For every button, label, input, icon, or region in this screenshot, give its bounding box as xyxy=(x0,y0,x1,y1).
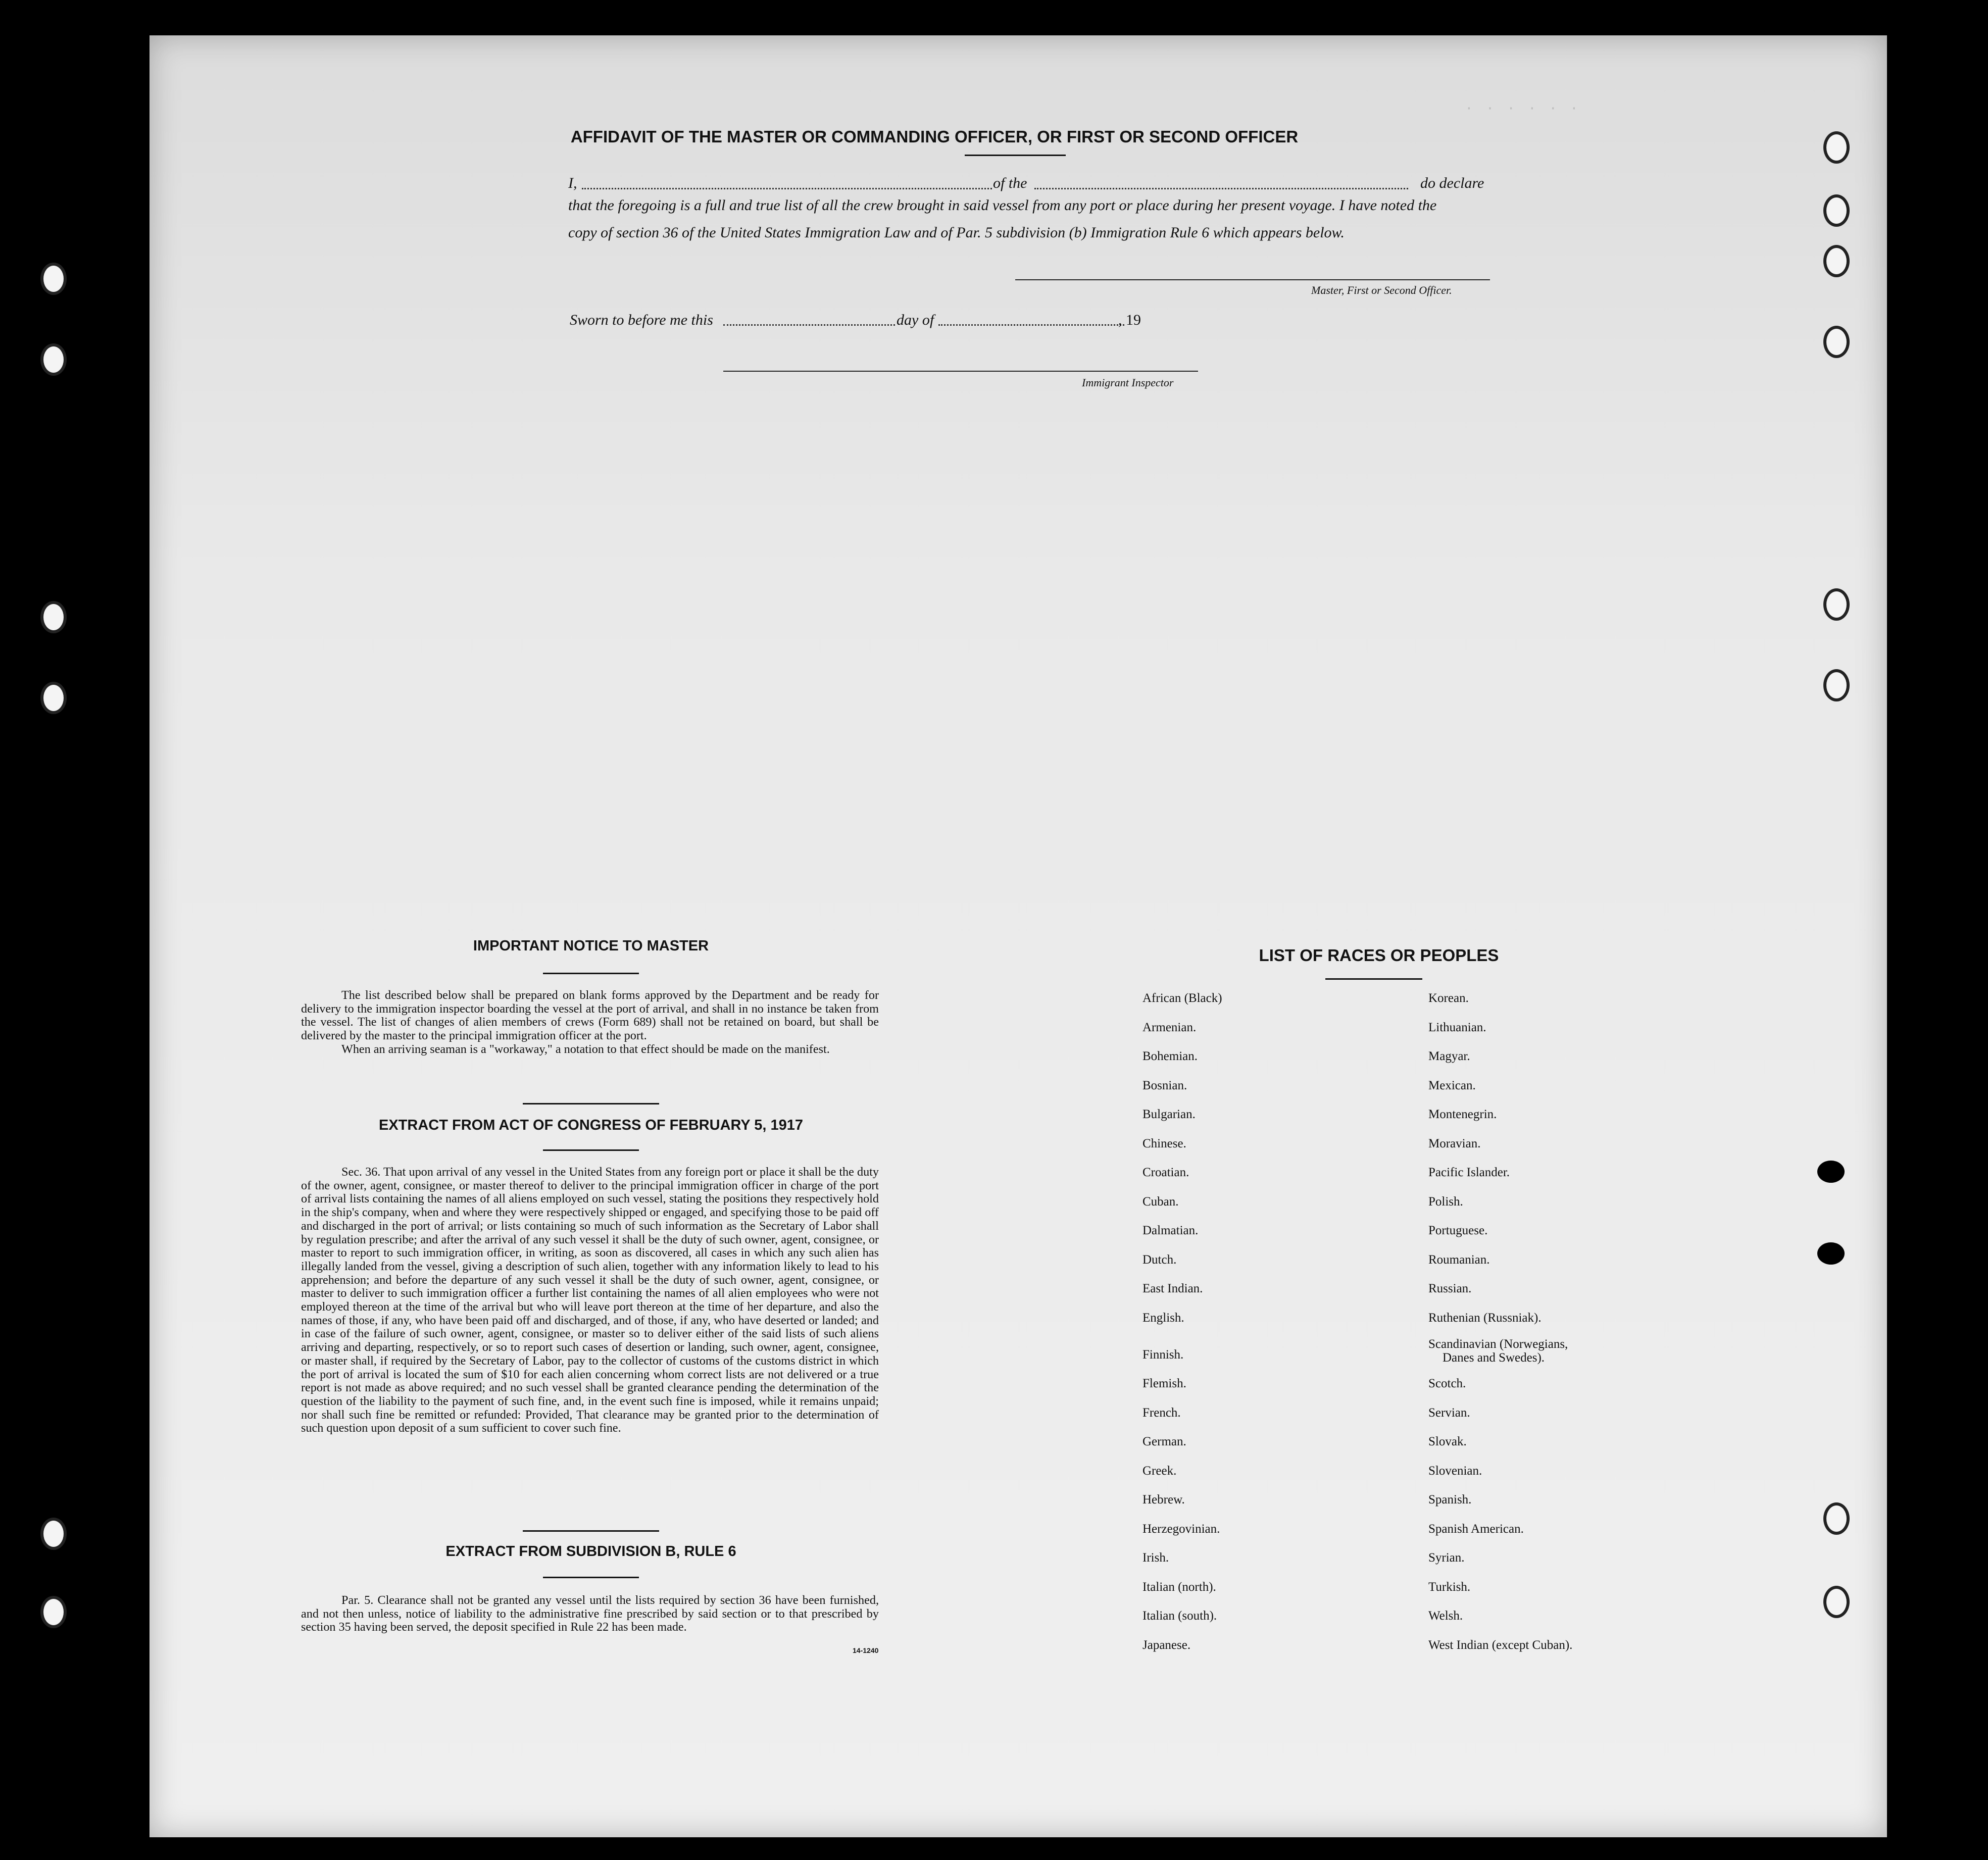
master-signature-line[interactable] xyxy=(1015,279,1490,280)
title-rule xyxy=(965,155,1066,156)
notice-title-rule xyxy=(543,973,639,974)
race-item: English. xyxy=(1142,1311,1184,1325)
act-extract-text xyxy=(301,1166,879,1435)
act-title-rule xyxy=(543,1149,639,1151)
ink-blot xyxy=(1817,1242,1845,1265)
race-item: Russian. xyxy=(1428,1282,1472,1295)
binder-hole xyxy=(1823,588,1850,621)
race-item: Moravian. xyxy=(1428,1137,1481,1150)
notice-text xyxy=(301,989,879,1057)
binder-hole xyxy=(1823,669,1850,701)
binder-hole xyxy=(1823,1502,1850,1535)
inspector-caption: Immigrant Inspector xyxy=(1082,376,1174,389)
binder-hole xyxy=(1823,245,1850,277)
affidavit-line-3: copy of section 36 of the United States Immigration Law and of Par. 5 subdivision (b) Immigration Rule 6 which appears below. xyxy=(568,224,1345,241)
sworn-label: Sworn to before me this xyxy=(570,312,713,328)
race-item: Scandinavian (Norwegians, xyxy=(1428,1337,1568,1351)
affidavit-title: AFFIDAVIT OF THE MASTER OR COMMANDING OFFICER, OR FIRST OR SECOND OFFICER xyxy=(570,127,1299,146)
race-item: Hebrew. xyxy=(1142,1493,1185,1506)
rule-extract-text xyxy=(301,1594,879,1634)
of-the-label: of the xyxy=(993,175,1027,191)
race-item: Bohemian. xyxy=(1142,1049,1198,1063)
race-item: Lithuanian. xyxy=(1428,1021,1486,1034)
race-item: Greek. xyxy=(1142,1464,1177,1478)
race-item: Herzegovinian. xyxy=(1142,1522,1220,1536)
race-item: Pacific Islander. xyxy=(1428,1166,1510,1179)
race-item: Roumanian. xyxy=(1428,1253,1490,1267)
binder-hole xyxy=(1823,194,1850,227)
race-item: Polish. xyxy=(1428,1195,1463,1209)
binder-hole xyxy=(40,263,67,295)
binder-hole xyxy=(40,1596,67,1628)
race-item: Welsh. xyxy=(1428,1609,1463,1623)
race-item: Bulgarian. xyxy=(1142,1108,1196,1121)
race-item: Japanese. xyxy=(1142,1638,1191,1652)
form-number: 14-1240 xyxy=(853,1646,879,1654)
race-item: Croatian. xyxy=(1142,1166,1189,1179)
race-item: Mexican. xyxy=(1428,1079,1476,1092)
binder-hole xyxy=(1823,131,1850,164)
notice-title: IMPORTANT NOTICE TO MASTER xyxy=(473,938,709,954)
race-item: Italian (north). xyxy=(1142,1580,1216,1594)
par-5-text: Par. 5. Clearance shall not be granted any vessel until the lists required by section 36 have been furnished, and not then unless, notice of liability to the administrative fine prescribed by said section or to that prescribed by section 35 having been served, the deposit specified in Rule 22 has been made. xyxy=(301,1593,879,1634)
binder-hole xyxy=(40,682,67,714)
race-item: Flemish. xyxy=(1142,1377,1186,1390)
section-divider xyxy=(523,1530,659,1532)
race-item: Spanish. xyxy=(1428,1493,1472,1506)
rule-title-rule xyxy=(543,1577,639,1578)
day-of-label: day of xyxy=(897,312,934,328)
race-item: Servian. xyxy=(1428,1406,1470,1420)
show-through-text: · · · · · · xyxy=(1465,101,1580,117)
binder-hole xyxy=(40,1518,67,1550)
race-item: Chinese. xyxy=(1142,1137,1186,1150)
race-item: German. xyxy=(1142,1435,1186,1448)
binder-hole xyxy=(40,601,67,633)
race-item: West Indian (except Cuban). xyxy=(1428,1638,1573,1652)
race-item: Dalmatian. xyxy=(1142,1224,1199,1237)
race-item: Danes and Swedes). xyxy=(1443,1351,1545,1365)
act-extract-title: EXTRACT FROM ACT OF CONGRESS OF FEBRUARY 5, 1917 xyxy=(378,1117,804,1133)
race-item: Italian (south). xyxy=(1142,1609,1217,1623)
race-item: Slovak. xyxy=(1428,1435,1467,1448)
race-item: Bosnian. xyxy=(1142,1079,1187,1092)
section-36-text: Sec. 36. That upon arrival of any vessel in the United States from any foreign port or place it shall be the duty of the owner, agent, consignee, or master thereof to deliver to the principal immigration officer in charge of the port of arrival lists containing the names of all aliens employed on such vessel, stating the positions they respectively hold in the ship's company, when and where they were respectively shipped or engaged, and specifying those to be paid off and discharged in the port of arrival; or lists containing so much of such information as the Secretary of Labor shall by regulation prescribe; and after the arrival of any such vessel it shall be the duty of such owner, agent, consignee, or master to report to such immigration officer, in writing, as soon as discovered, all cases in which any such alien has illegally landed from the vessel, giving a description of such alien, together with any information likely to lead to his apprehension; and before the departure of any such vessel it shall be the duty of such owner, agent, consignee, or master to deliver to such immigration officer a further list containing the names of all alien employees who were not employed thereon at the time of the arrival but who will leave port thereon at the time of her departure, and also the names of those, if any, who have been paid off and discharged, and of those, if any, who have deserted or landed; and in case of the failure of such owner, agent, consignee, or master so to deliver either of the said lists of such aliens arriving and departing, respectively, or so to report such cases of desertion or landing, such owner, agent, consignee, or master shall, if required by the Secretary of Labor, pay to the collector of customs of the customs district in which the port of arrival is located the sum of $10 for each alien concerning whom correct lists are not delivered or a true report is not made as above required; and no such vessel shall be granted clearance pending the determination of the question of the liability to the payment of such fine, and, in the event such fine is imposed, while it remains unpaid; nor shall such fine be remitted or refunded: Provided, That clearance may be granted prior to the determination of such question upon deposit of a sum sufficient to cover such fine. xyxy=(301,1165,879,1435)
sworn-month-line[interactable] xyxy=(938,324,1124,326)
i-label: I, xyxy=(568,175,577,191)
race-item: Scotch. xyxy=(1428,1377,1466,1390)
race-item: Irish. xyxy=(1142,1551,1169,1565)
do-declare: do declare xyxy=(1420,175,1484,191)
races-title: LIST OF RACES OR PEOPLES xyxy=(1259,946,1499,965)
year-prefix: , 19 xyxy=(1118,312,1141,328)
race-item: Ruthenian (Russniak). xyxy=(1428,1311,1542,1325)
name-line[interactable] xyxy=(582,188,992,189)
race-item: Spanish American. xyxy=(1428,1522,1524,1536)
race-item: Syrian. xyxy=(1428,1551,1465,1565)
race-item: Slovenian. xyxy=(1428,1464,1482,1478)
race-item: Armenian. xyxy=(1142,1021,1197,1034)
race-item: Dutch. xyxy=(1142,1253,1177,1267)
rule-extract-title: EXTRACT FROM SUBDIVISION B, RULE 6 xyxy=(445,1543,736,1560)
race-item: Korean. xyxy=(1428,991,1469,1005)
master-caption: Master, First or Second Officer. xyxy=(1311,284,1452,296)
notice-paragraph-2: When an arriving seaman is a "workaway," a notation to that effect should be made on the manifest. xyxy=(341,1042,830,1056)
section-divider xyxy=(523,1103,659,1104)
races-title-rule xyxy=(1325,978,1422,980)
race-item: East Indian. xyxy=(1142,1282,1203,1295)
binder-hole xyxy=(1823,326,1850,358)
vessel-line[interactable] xyxy=(1034,188,1408,189)
notice-paragraph-1: The list described below shall be prepared on blank forms approved by the Department and be ready for delivery to the immigration inspector boarding the vessel at the port of arrival, and shall in no instance be taken from the vessel. The list of changes of alien members of crews (Form 689) shall not be retained on board, but shall be delivered by the master to the principal immigration officer at the port. xyxy=(301,988,879,1043)
race-item: French. xyxy=(1142,1406,1181,1420)
binder-hole xyxy=(40,343,67,376)
race-item: Portuguese. xyxy=(1428,1224,1488,1237)
race-item: Cuban. xyxy=(1142,1195,1179,1209)
race-item: African (Black) xyxy=(1142,991,1222,1005)
race-item: Finnish. xyxy=(1142,1348,1184,1362)
affidavit-line-2: that the foregoing is a full and true list of all the crew brought in said vessel from any port or place during her present voyage. I have noted the xyxy=(568,197,1437,214)
sworn-day-line[interactable] xyxy=(723,324,895,326)
race-item: Turkish. xyxy=(1428,1580,1471,1594)
inspector-signature-line[interactable] xyxy=(723,371,1198,372)
document-page xyxy=(150,35,1887,1837)
race-item: Montenegrin. xyxy=(1428,1108,1497,1121)
binder-hole xyxy=(1823,1586,1850,1618)
ink-blot xyxy=(1817,1161,1845,1183)
race-item: Magyar. xyxy=(1428,1049,1470,1063)
